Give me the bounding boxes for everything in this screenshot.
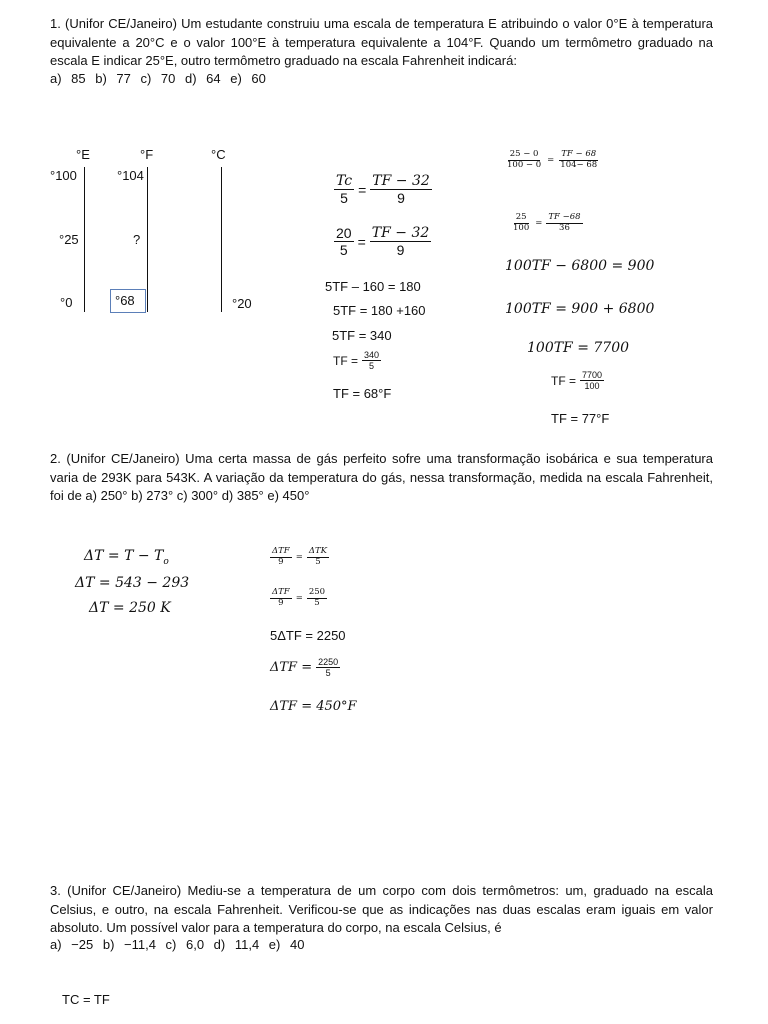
q1-right-step-3: 100TF − 6800 = 900 — [505, 258, 655, 274]
scale-c-bottom: °20 — [232, 296, 252, 311]
q2-right-step-4: ΔTF = $\frac{2250}{5}$ — [270, 657, 339, 679]
q1-formula-2: $\frac{20}{5}$ = $\frac{TF - 32}{9}$ — [336, 225, 430, 259]
q1-right-formula-2: $\frac{25}{100}$ = $\frac{TF -68}{36}$ — [513, 212, 581, 233]
scale-e-header: °E — [76, 147, 90, 162]
scale-f-header: °F — [140, 147, 154, 162]
q2-left-step-1: $\Delta T = T - T_o$ — [84, 548, 169, 567]
q2-right-formula-2: $\frac{\text{ΔTF}}{9}$ = $\frac{250}{5}$ — [272, 587, 326, 608]
scale-e-line — [84, 167, 85, 312]
question-3-options: a) −25 b) −11,4 c) 6,0 d) 11,4 e) 40 — [50, 937, 305, 952]
scale-f-mid: ? — [133, 232, 141, 247]
q2-left-step-3: ΔT = 250 K — [89, 600, 171, 616]
q1-step-3: 5TF – 160 = 180 — [325, 279, 421, 294]
question-3-text: 3. (Unifor CE/Janeiro) Mediu-se a temperatura de um corpo com dois termômetros: um, graduado na escala Celsius, e outro, na escala Fahrenheit. Verificou-se que as indicações nas duas escalas eram iguais em valor absoluto. Um possível valor para a temperatura do corpo, na escala Celsius, é — [50, 883, 713, 935]
q1-step-5: 5TF = 340 — [332, 328, 392, 343]
scale-e-top: °100 — [50, 168, 77, 183]
q1-right-formula-1: $\frac{25 - 0}{100 - 0}$ = $\frac{TF - 68}{104- 68}$ — [507, 149, 598, 170]
question-2-text: 2. (Unifor CE/Janeiro) Uma certa massa de gás perfeito sofre uma transformação isobárica e sua temperatura varia de 293K para 543K. A variação da temperatura do gás, nessa transformação, medida na escala Fahrenheit, foi de a) 250° b) 273° c) 300° d) 385° e) 450° — [50, 451, 713, 503]
scale-c-line — [221, 167, 222, 312]
q2-result: ΔTF = 450°F — [270, 699, 357, 714]
q1-formula-1: $\frac{Tc}{5}$ = $\frac{TF - 32}{9}$ — [336, 173, 430, 207]
q1-result-77: TF = 77°F — [551, 411, 610, 426]
q1-result-68: TF = 68°F — [333, 386, 392, 401]
scale-f-top: °104 — [117, 168, 144, 183]
q2-right-formula-1: $\frac{\text{ΔTF}}{9}$ = $\frac{\text{ΔTK}}{5}$ — [272, 546, 328, 567]
scale-e-bottom: °0 — [60, 295, 73, 310]
q1-step-4: 5TF = 180 +160 — [333, 303, 426, 318]
q2-left-step-2: ΔT = 543 − 293 — [75, 575, 190, 591]
q3-start: TC = TF — [62, 992, 110, 1007]
q1-right-step-6: TF = $\frac{7700}{100}$ — [551, 370, 603, 392]
scale-f-bottom: °68 — [115, 293, 135, 308]
question-1-options: a) 85 b) 77 c) 70 d) 64 e) 60 — [50, 71, 266, 86]
q2-right-step-3: 5ΔTF = 2250 — [270, 628, 346, 643]
q1-step-6: TF = $\frac{340}{5}$ — [333, 350, 380, 372]
q1-right-step-4: 100TF = 900 + 6800 — [505, 301, 655, 317]
scale-f-line — [147, 167, 148, 312]
question-1-text: 1. (Unifor CE/Janeiro) Um estudante construiu uma escala de temperatura E atribuindo o valor 0°E à temperatura equivalente a 20°C e o valor 100°E à temperatura equivalente a 104°F. Quando um termômetro graduado na escala E indicar 25°E, outro termômetro graduado na escala Fahrenheit indicará: — [50, 16, 713, 68]
q1-right-step-5: 100TF = 7700 — [527, 340, 630, 356]
scale-c-header: °C — [211, 147, 226, 162]
scale-e-mid: °25 — [59, 232, 79, 247]
